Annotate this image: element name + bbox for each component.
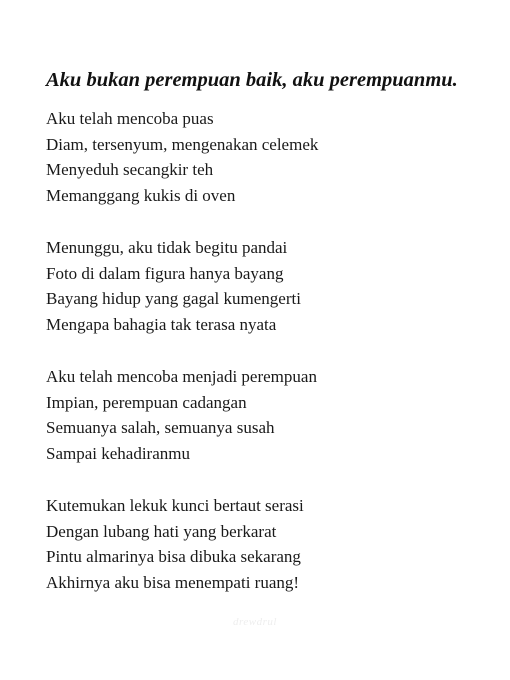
poem-line: Aku telah mencoba puas	[46, 109, 214, 128]
poem-line: Foto di dalam figura hanya bayang	[46, 263, 284, 283]
poem-line: Impian, perempuan cadangan	[46, 392, 247, 412]
poem-line: Mengapa bahagia tak terasa nyata	[46, 314, 277, 334]
poem-line: Dengan lubang hati yang berkarat	[46, 521, 277, 541]
poem-line: Bayang hidup yang gagal kumengerti	[46, 289, 301, 308]
stanza-4	[46, 493, 486, 595]
poem-line: Memanggang kukis di oven	[46, 185, 236, 205]
stanza-3	[46, 364, 486, 466]
poem-line: Pintu almarinya bisa dibuka sekarang	[46, 547, 301, 566]
watermark: drewdrul	[233, 616, 277, 628]
poem-line: Kutemukan lekuk kunci bertaut serasi	[46, 496, 304, 515]
poem-line: Menunggu, aku tidak begitu pandai	[46, 238, 288, 257]
stanza-2	[46, 235, 486, 337]
poem-line: Menyeduh secangkir teh	[46, 160, 214, 179]
poem-line: Akhirnya aku bisa menempati ruang!	[46, 572, 300, 592]
poem-line: Semuanya salah, semuanya susah	[46, 418, 275, 437]
poem-line: Diam, tersenyum, mengenakan celemek	[46, 134, 319, 154]
stanza-1	[46, 106, 486, 208]
poem-line: Aku telah mencoba menjadi perempuan	[46, 367, 317, 386]
poem-line: Sampai kehadiranmu	[46, 443, 190, 463]
poem-body	[46, 106, 486, 622]
poem-title: Aku bukan perempuan baik, aku perempuanmu.	[46, 69, 458, 91]
